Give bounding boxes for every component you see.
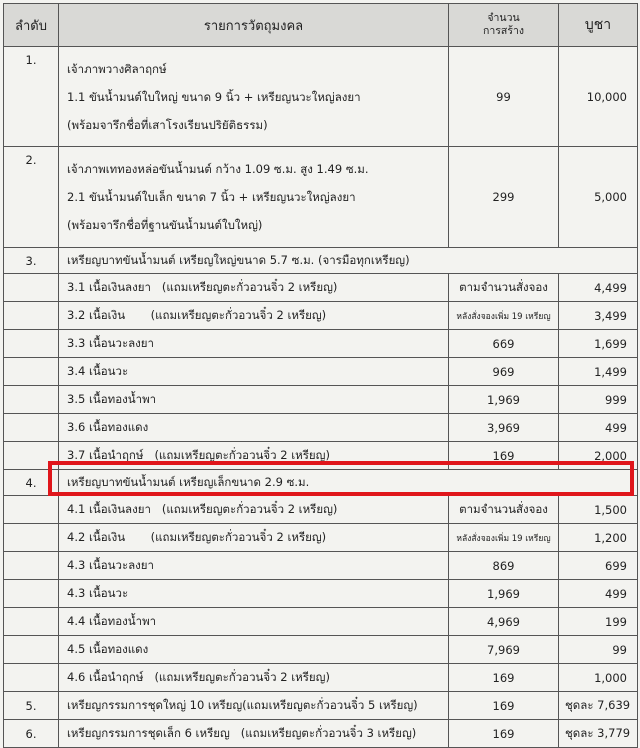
row-number [4,664,59,692]
row-item [59,47,449,147]
table-row [4,302,638,330]
item-name: 3.4 เนื้อนวะ [67,363,129,378]
row-price: 499 [559,580,638,608]
item-name: 4.6 เนื้อนำฤกษ์ [67,669,144,684]
row-price: 1,499 [559,358,638,386]
row-count: 299 [449,147,559,248]
row-count: 7,969 [449,636,559,664]
row-price: 499 [559,414,638,442]
row-item [59,302,449,330]
table-header-row [4,4,638,47]
table-row [4,496,638,524]
row-number [4,524,59,552]
table-row [4,386,638,414]
item-name: 4.1 เนื้อเงินลงยา [67,501,151,516]
row-item [59,358,449,386]
item-name: 4.3 เนื้อนวะลงยา [67,557,154,572]
section-row [4,248,638,274]
row-price: 1,000 [559,664,638,692]
row-number [4,496,59,524]
row-item [59,692,449,720]
row-item [59,147,449,248]
row-price: ชุดละ 7,639 [559,692,638,720]
table-row [4,664,638,692]
item-note: (แถมเหรียญตะกั่วอวนจิ๋ว 2 เหรียญ) [150,529,327,544]
row-count: 169 [449,720,559,748]
row-count: 1,969 [449,386,559,414]
header-price: บูชา [559,4,638,47]
row-item [59,496,449,524]
row-count: ตามจำนวนสั่งจอง [449,274,559,302]
header-count [449,4,559,47]
table-row [4,330,638,358]
row-number [4,608,59,636]
row-number [4,330,59,358]
row-item-line: เจ้าภาพวางศิลาฤกษ์ [67,61,167,76]
row-price: 5,000 [559,147,638,248]
row-number [4,386,59,414]
row-number: 3. [4,248,59,274]
row-item [59,720,449,748]
row-count: 169 [449,664,559,692]
item-name: 3.6 เนื้อทองแดง [67,419,149,434]
row-number: 5. [4,692,59,720]
row-item-line: (พร้อมจารึกชื่อที่ฐานขันน้ำมนต์ใบใหญ่) [67,218,263,232]
header-count-line2: การสร้าง [483,25,524,37]
row-price: 99 [559,636,638,664]
table-row [4,552,638,580]
row-price: 4,499 [559,274,638,302]
row-count: 169 [449,442,559,470]
item-note: (แถมเหรียญตะกั่วอวนจิ๋ว 2 เหรียญ) [161,279,338,294]
row-item [59,330,449,358]
item-name: 3.5 เนื้อทองน้ำพา [67,391,157,406]
row-count: 969 [449,358,559,386]
row-count: 169 [449,692,559,720]
row-price: 2,000 [559,442,638,470]
row-price: 199 [559,608,638,636]
table-row [4,720,638,748]
row-item-line: เจ้าภาพเททองหล่อขันน้ำมนต์ กว้าง 1.09 ซ.ม. สูง 1.49 ซ.ม. [67,162,369,176]
table-row [4,147,638,248]
section-title: เหรียญบาทขันน้ำมนต์ เหรียญเล็กขนาด 2.9 ซ.ม. [59,470,638,496]
row-count: 3,969 [449,414,559,442]
table-row [4,274,638,302]
row-number [4,552,59,580]
row-count: ตามจำนวนสั่งจอง [449,496,559,524]
table-row [4,580,638,608]
row-item [59,386,449,414]
row-number: 6. [4,720,59,748]
row-price: 1,699 [559,330,638,358]
item-name: 3.3 เนื้อนวะลงยา [67,335,154,350]
table-row [4,358,638,386]
item-name: 4.3 เนื้อนวะ [67,585,129,600]
row-item-line: (พร้อมจารึกชื่อที่เสาโรงเรียนปริยัติธรรม) [67,117,268,132]
item-note: (แถมเหรียญตะกั่วอวนจิ๋ว 2 เหรียญ) [150,307,327,322]
row-price: 1,200 [559,524,638,552]
item-name: 3.2 เนื้อเงิน [67,307,126,322]
item-name: 3.1 เนื้อเงินลงยา [67,279,151,294]
row-item [59,636,449,664]
row-count: 1,969 [449,580,559,608]
section-title: เหรียญบาทขันน้ำมนต์ เหรียญใหญ่ขนาด 5.7 ซ.ม. (จารมือทุกเหรียญ) [59,248,638,274]
item-note: (แถมเหรียญตะกั่วอวนจิ๋ว 2 เหรียญ) [154,447,330,462]
row-item-line: 2.1 ขันน้ำมนต์ใบเล็ก ขนาด 7 นิ้ว + เหรียญนวะใหญ่ลงยา [67,190,356,204]
row-number: 4. [4,470,59,496]
row-count: 669 [449,330,559,358]
item-name: เหรียญกรรมการชุดเล็ก 6 เหรียญ [67,725,230,740]
table-row [4,47,638,147]
row-number [4,274,59,302]
item-name: 4.4 เนื้อทองน้ำพา [67,613,157,628]
row-number [4,414,59,442]
row-number: 2. [4,147,59,248]
amulet-price-table [3,3,638,748]
row-item [59,552,449,580]
item-name: 4.5 เนื้อทองแดง [67,641,149,656]
row-count: หลังสั่งจองเพิ่ม 19 เหรียญ [449,524,559,552]
row-number [4,636,59,664]
table-row [4,608,638,636]
row-price: ชุดละ 3,779 [559,720,638,748]
table-row [4,524,638,552]
header-no: ลำดับ [4,4,59,47]
row-count: 99 [449,47,559,147]
row-number: 1. [4,47,59,147]
row-item [59,274,449,302]
row-number [4,580,59,608]
row-item [59,608,449,636]
item-note: (แถมเหรียญตะกั่วอวนจิ๋ว 2 เหรียญ) [154,669,330,684]
table-row [4,414,638,442]
row-price: 999 [559,386,638,414]
item-note: (แถมเหรียญตะกั่วอวนจิ๋ว 2 เหรียญ) [161,501,338,516]
row-count: 869 [449,552,559,580]
row-item [59,524,449,552]
row-item [59,664,449,692]
highlight-box [48,461,634,496]
row-price: 10,000 [559,47,638,147]
row-price: 699 [559,552,638,580]
item-name: 4.2 เนื้อเงิน [67,529,126,544]
item-note: (แถมเหรียญตะกั่วอวนจิ๋ว 3 เหรียญ) [240,725,417,740]
item-name: เหรียญกรรมการชุดใหญ่ 10 เหรียญ(แถมเหรียญตะกั่วอวนจิ๋ว 5 เหรียญ) [67,697,418,712]
row-item [59,414,449,442]
row-count: หลังสั่งจองเพิ่ม 19 เหรียญ [449,302,559,330]
table-row [4,636,638,664]
table-row [4,692,638,720]
row-price: 1,500 [559,496,638,524]
row-item-line: 1.1 ขันน้ำมนต์ใบใหญ่ ขนาด 9 นิ้ว + เหรียญนวะใหญ่ลงยา [67,89,361,104]
row-count: 4,969 [449,608,559,636]
item-name: 3.7 เนื้อนำฤกษ์ [67,447,144,462]
row-number [4,358,59,386]
row-number [4,302,59,330]
header-item: รายการวัตถุมงคล [59,4,449,47]
header-count-line1: จำนวน [487,11,520,24]
row-item [59,580,449,608]
row-price: 3,499 [559,302,638,330]
